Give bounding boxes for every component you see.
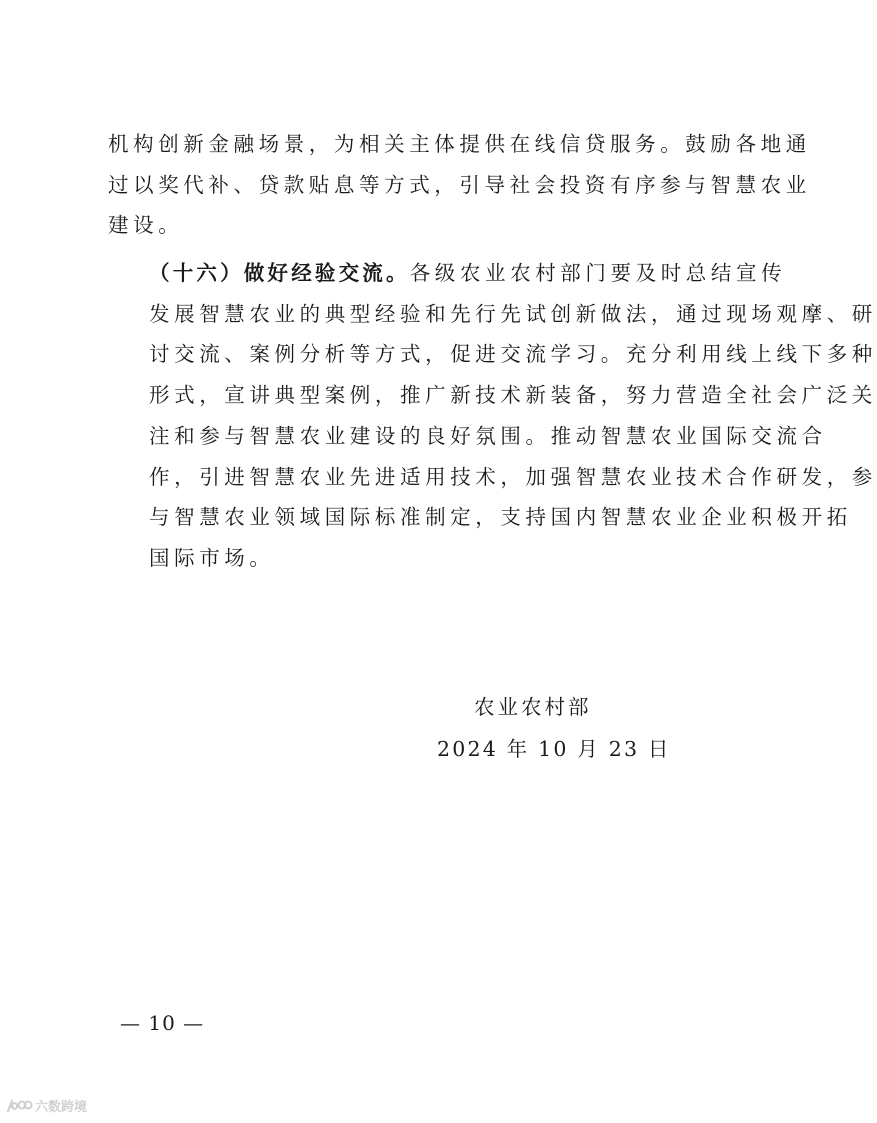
text-line: 机构创新金融场景，为相关主体提供在线信贷服务。鼓励各地通 <box>108 132 811 156</box>
watermark <box>6 1096 87 1115</box>
brand-logo-icon <box>6 1098 32 1114</box>
text-line: 与智慧农业领域国际标准制定，支持国内智慧农业企业积极开拓 <box>149 505 852 530</box>
issue-date: 2024 年 10 月 23 日 <box>437 737 671 761</box>
text-line: 建设。 <box>108 213 184 238</box>
text-line-rest: 各级农业农村部门要及时总结宣传 <box>409 261 787 285</box>
watermark-text: 六数跨境 <box>35 1100 88 1115</box>
text-line: 形式，宣讲典型案例，推广新技术新装备，努力营造全社会广泛关 <box>149 383 877 408</box>
text-line: 作，引进智慧农业先进适用技术，加强智慧农业技术合作研发，参 <box>149 464 877 489</box>
paragraph-experience-exchange <box>108 253 877 579</box>
text-line: 讨交流、案例分析等方式，促进交流学习。充分利用线上线下多种 <box>149 342 877 367</box>
text-line <box>108 253 787 294</box>
issuer-signature: 农业农村部 <box>474 695 592 719</box>
section-heading: （十六）做好经验交流。 <box>149 261 410 285</box>
paragraph-financing <box>108 124 811 246</box>
text-line: 注和参与智慧农业建设的良好氛围。推动智慧农业国际交流合 <box>149 423 827 448</box>
text-line: 国际市场。 <box>149 545 275 570</box>
text-line: 发展智慧农业的典型经验和先行先试创新做法，通过现场观摩、研 <box>149 301 877 326</box>
text-line: 过以奖代补、贷款贴息等方式，引导社会投资有序参与智慧农业 <box>108 172 811 197</box>
page-number: — 10 — <box>120 1011 205 1035</box>
